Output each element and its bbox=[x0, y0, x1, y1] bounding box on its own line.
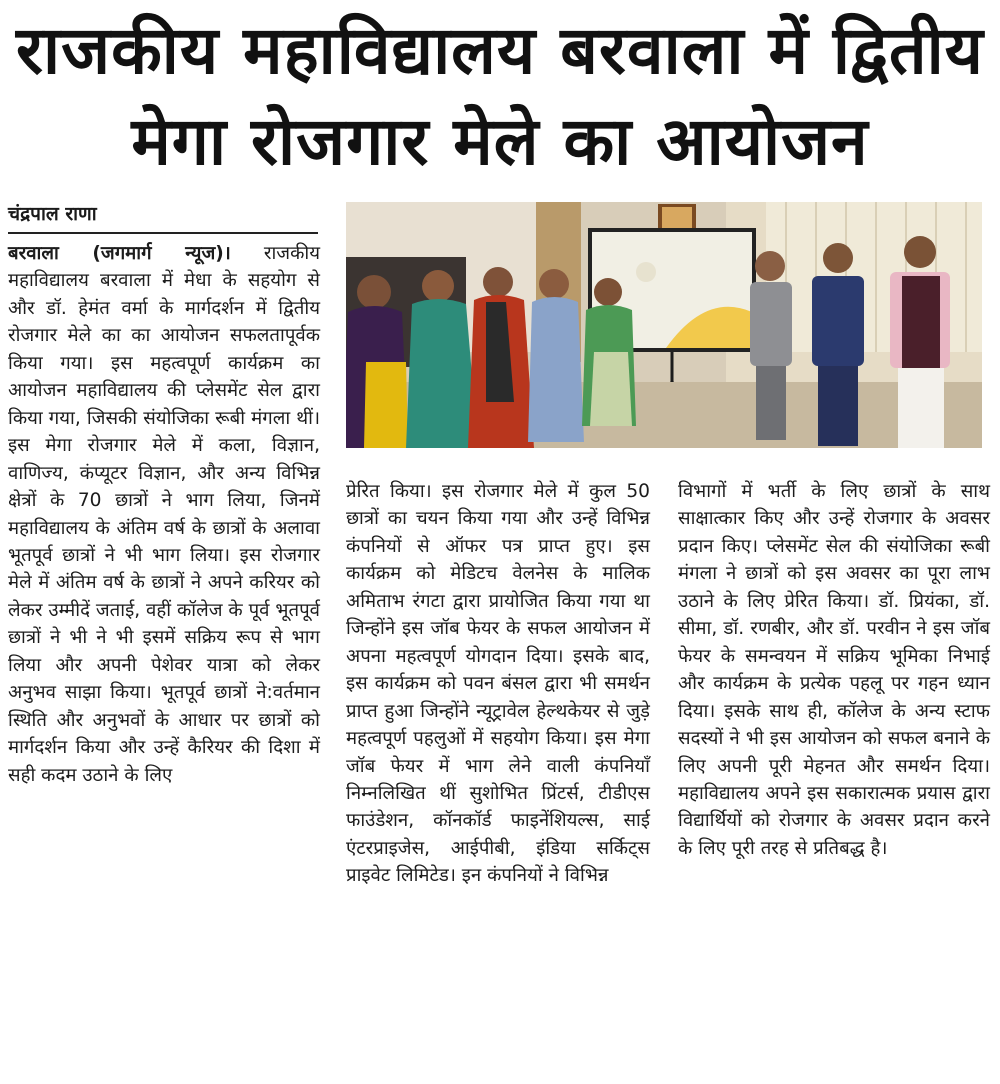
article-column-1 bbox=[8, 240, 320, 789]
event-photo bbox=[346, 202, 982, 448]
article-column-2: प्रेरित किया। इस रोजगार मेले में कुल 50 छात्रों का चयन किया गया और उन्हें विभिन्न कंपनियों से ऑफर पत्र प्राप्त हुए। इस कार्यक्रम को मेडिटच वेलनेस के मालिक अमिताभ रंगटा द्वारा प्रायोजित किया गया था जिन्होंने इस जॉब फेयर के सफल आयोजन में अपना महत्वपूर्ण योगदान दिया। इसके बाद, इस कार्यक्रम को पवन बंसल द्वारा भी समर्थन प्राप्त हुआ जिन्होंने न्यूट्रावेल हेल्थकेयर से जुड़े महत्वपूर्ण पहलुओं में सहयोग किया। इस मेगा जॉब फेयर में भाग लेने वाली कंपनियाँ निम्नलिखित थीं सुशोभित प्रिंटर्स, टीडीएस फाउंडेशन, कॉनकॉर्ड फाइनेंशियल्स, साई एंटरप्राइजेस, आईपीबी, इंडिया सर्किट्स प्राइवेट लिमिटेड। इन कंपनियों ने विभिन्न bbox=[346, 481, 650, 887]
column-1-text: राजकीय महाविद्यालय बरवाला में मेधा के सहयोग से और डॉ. हेमंत वर्मा के मार्गदर्शन में द्वितीय रोजगार मेले का का आयोजन सफलतापूर्वक किया गया। इस महत्वपूर्ण कार्यक्रम का आयोजन महाविद्यालय की प्लेसमेंट सेल द्वारा किया गया, जिसकी संयोजिका रूबी मंगला थीं। इस मेगा रोजगार मेले में कला, विज्ञान, वाणिज्य, कंप्यूटर विज्ञान, और अन्य विभिन्न क्षेत्रों के 70 छात्रों ने भाग लिया, जिनमें महाविद्यालय के अंतिम वर्ष के छात्रों के अलावा भूतपूर्व छात्रों ने भी भाग लिया। इस रोजगार मेले में अंतिम वर्ष के छात्रों ने अपने करियर को लेकर उम्मीदें जताई, वहीं कॉलेज के पूर्व भूतपूर्व छात्रों ने भी ने भी इसमें सक्रिय रूप से भाग लिया और अपनी पेशेवर यात्रा को लेकर अनुभव साझा किया। भूतपूर्व छात्रों ने:वर्तमान स्थिति और अनुभवों के आधार पर छात्रों को मार्गदर्शन किया और उन्हें कैरियर की दिशा में सही कदम उठाने के लिए bbox=[8, 243, 320, 786]
article-column-3: विभागों में भर्ती के लिए छात्रों के साथ साक्षात्कार किए और उन्हें रोजगार के अवसर प्रदान किए। प्लेसमेंट सेल की संयोजिका रूबी मंगला ने छात्रों को इस अवसर का पूरा लाभ उठाने के लिए प्रेरित किया। डॉ. प्रियंका, डॉ. सीमा, डॉ. रणबीर, और डॉ. परवीन ने इस जॉब फेयर के समन्वयन में सक्रिय भूमिका निभाई और कार्यक्रम के प्रत्येक पहलू पर गहन ध्यान दिया। इसके साथ ही, कॉलेज के अन्य स्टाफ सदस्यों ने भी इस आयोजन को सफल बनाने के लिए अपनी पूरी मेहनत और समर्थन दिया। महाविद्यालय अपने इस सकारात्मक प्रयास द्वारा विद्यार्थियों को रोजगार के अवसर प्रदान करने के लिए पूरी तरह से प्रतिबद्ध है। bbox=[678, 481, 990, 859]
group-photo-illustration bbox=[346, 202, 982, 448]
byline: चंद्रपाल राणा bbox=[8, 200, 318, 234]
headline bbox=[0, 6, 1000, 188]
dateline: बरवाला (जगमार्ग न्यूज)। bbox=[8, 243, 231, 264]
headline-line-2: मेगा रोजगार मेले का आयोजन bbox=[131, 103, 869, 180]
headline-line-1: राजकीय महाविद्यालय बरवाला में द्वितीय bbox=[16, 12, 984, 89]
